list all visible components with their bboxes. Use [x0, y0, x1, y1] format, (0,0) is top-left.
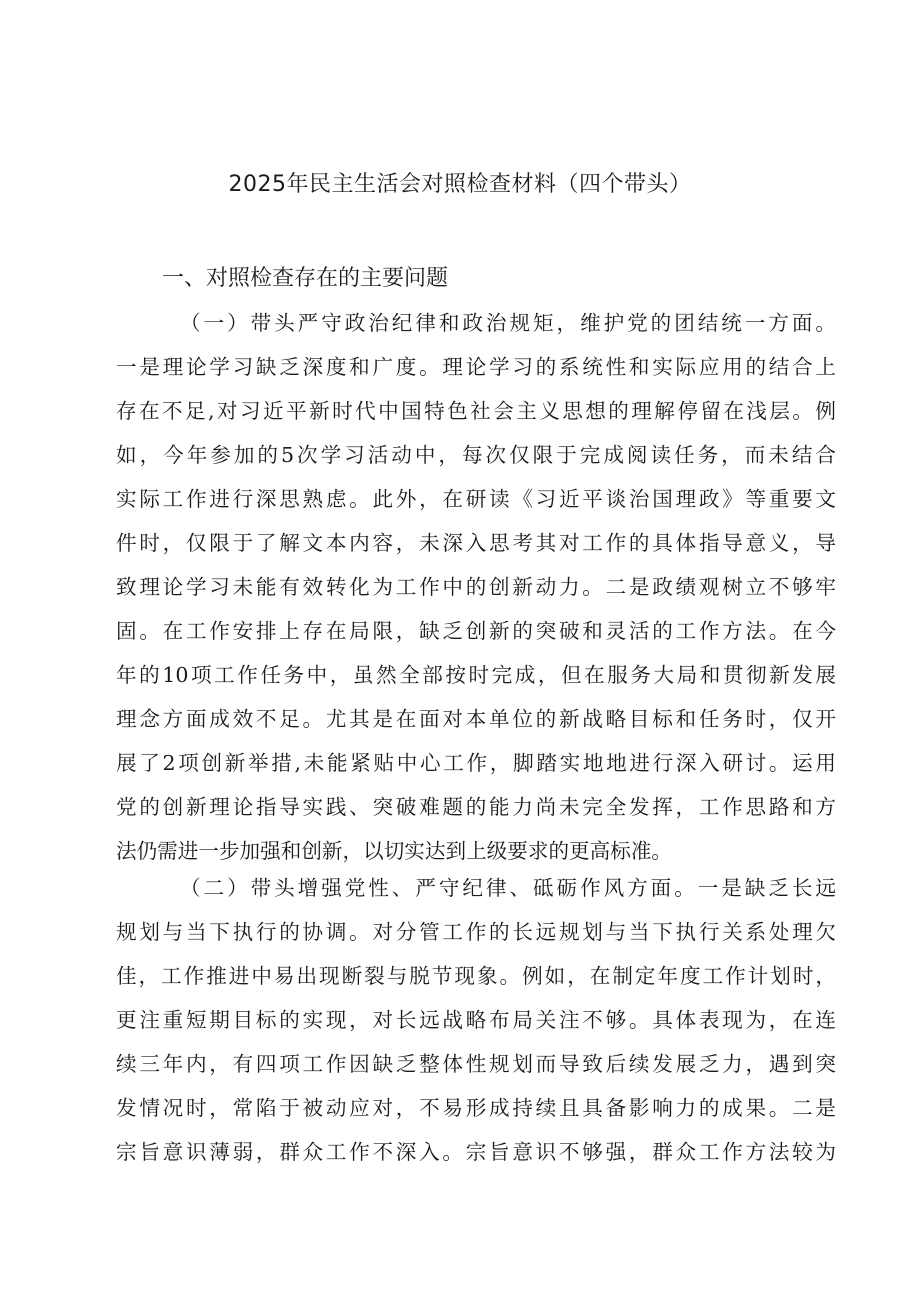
paragraph-line: 如，今年参加的5次学习活动中，每次仅限于完成阅读任务，而未结合: [116, 443, 836, 467]
paragraph-line: 固。在工作安排上存在局限，缺乏创新的突破和灵活的工作方法。在今: [116, 619, 836, 643]
paragraph-line: 件时，仅限于了解文本内容，未深入思考其对工作的具体指导意义，导: [116, 531, 836, 555]
paragraph-line: 存在不足,对习近平新时代中国特色社会主义思想的理解停留在浅层。例: [116, 399, 836, 423]
paragraph-line: 党的创新理论指导实践、突破难题的能力尚未完全发挥，工作思路和方: [116, 795, 836, 819]
paragraph-line: 实际工作进行深思熟虑。此外，在研读《习近平谈治国理政》等重要文: [116, 487, 836, 511]
paragraph-1: [116, 301, 836, 873]
paragraph-2: [116, 866, 836, 1174]
paragraph-line: 佳，工作推进中易出现断裂与脱节现象。例如，在制定年度工作计划时，: [116, 964, 836, 988]
paragraph-line: 发情况时，常陷于被动应对，不易形成持续且具备影响力的成果。二是: [116, 1096, 836, 1120]
paragraph-line: （二）带头增强党性、严守纪律、砥砺作风方面。一是缺乏长远: [180, 876, 836, 900]
paragraph-line: 年的10项工作任务中，虽然全部按时完成，但在服务大局和贯彻新发展: [116, 663, 836, 687]
paragraph-line: 展了2项创新举措,未能紧贴中心工作，脚踏实地地进行深入研讨。运用: [116, 751, 836, 775]
paragraph-line: 致理论学习未能有效转化为工作中的创新动力。二是政绩观树立不够牢: [116, 575, 836, 599]
paragraph-line: （一）带头严守政治纪律和政治规矩，维护党的团结统一方面。: [180, 311, 836, 335]
paragraph-line: 法仍需进一步加强和创新，以切实达到上级要求的更高标准。: [116, 839, 673, 863]
paragraph-line: 理念方面成效不足。尤其是在面对本单位的新战略目标和任务时，仅开: [116, 707, 836, 731]
paragraph-line: 一是理论学习缺乏深度和广度。理论学习的系统性和实际应用的结合上: [116, 355, 836, 379]
paragraph-line: 更注重短期目标的实现，对长远战略布局关注不够。具体表现为，在连: [116, 1008, 836, 1032]
document-title: 2025年民主生活会对照检查材料（四个带头）: [228, 172, 692, 197]
section-heading: 一、对照检查存在的主要问题: [162, 266, 449, 291]
paragraph-line: 续三年内，有四项工作因缺乏整体性规划而导致后续发展乏力，遇到突: [116, 1052, 836, 1076]
paragraph-line: 宗旨意识薄弱，群众工作不深入。宗旨意识不够强，群众工作方法较为: [116, 1140, 836, 1164]
paragraph-line: 规划与当下执行的协调。对分管工作的长远规划与当下执行关系处理欠: [116, 920, 836, 944]
